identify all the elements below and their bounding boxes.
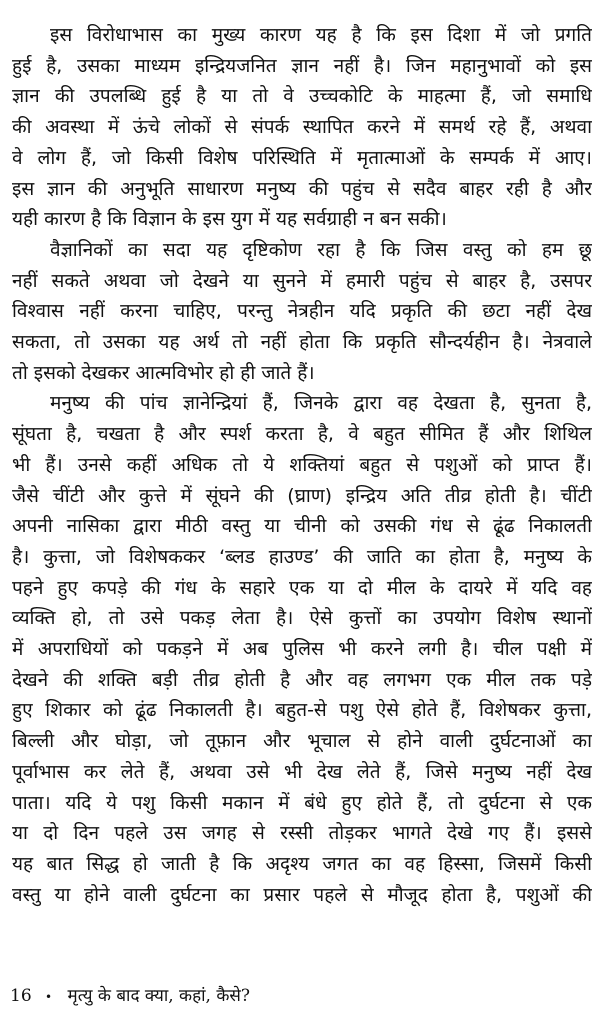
- text-line: वे लोग हैं, जो किसी विशेष परिस्थिति में मृतात्माओं के सम्पर्क में आए।: [12, 146, 592, 169]
- text-line: हुए शिकार को ढूंढ निकालती है। बहुत-से पशु ऐसे होते हैं, विशेषकर कुत्ता,: [12, 699, 592, 722]
- text-line: विश्वास नहीं करना चाहिए, परन्तु नेत्रहीन यदि प्रकृति की छटा नहीं देख: [12, 300, 592, 323]
- text-line: हुई है, उसका माध्यम इन्द्रियजनित ज्ञान नहीं है। जिन महानुभावों को इस: [12, 54, 592, 77]
- text-line: व्यक्ति हो, तो उसे पकड़ लेता है। ऐसे कुत्तों का उपयोग विशेष स्थानों: [12, 607, 592, 630]
- page-number: 16: [10, 986, 32, 1006]
- text-line: या दो दिन पहले उस जगह से रस्सी तोड़कर भागते देखे गए हैं। इससे: [12, 822, 592, 845]
- text-line: वैज्ञानिकों का सदा यह दृष्टिकोण रहा है कि जिस वस्तु को हम छू: [50, 238, 592, 261]
- text-line: यही कारण है कि विज्ञान के इस युग में यह सर्वग्राही न बन सकी।: [12, 208, 447, 231]
- text-line: अपनी नासिका द्वारा मीठी वस्तु या चीनी को उसकी गंध से ढूंढ निकालती: [12, 515, 592, 538]
- text-line: भी हैं। उनसे कहीं अधिक तो ये शक्तियां बहुत से पशुओं को प्राप्त हैं।: [12, 453, 592, 476]
- text-line: सकता, तो उसका यह अर्थ तो नहीं होता कि प्रकृति सौन्दर्यहीन है। नेत्रवाले: [12, 331, 592, 354]
- page-footer: [10, 984, 250, 1009]
- text-line: ज्ञान की उपलब्धि हुई है या तो वे उच्चकोटि के माहत्मा हैं, जो समाधि: [12, 85, 592, 108]
- text-line: है। कुत्ता, जो विशेषककर ‘ब्लड हाउण्ड’ की जाति का होता है, मनुष्य के: [12, 545, 592, 568]
- text-line: नहीं सकते अथवा जो देखने या सुनने में हमारी पहुंच से बाहर है, उसपर: [12, 269, 592, 292]
- text-line: देखने की शक्ति बड़ी तीव्र होती है और वह लगभग एक मील तक पड़े: [12, 668, 592, 691]
- body-text: [12, 20, 592, 910]
- text-line: वस्तु या होने वाली दुर्घटना का प्रसार पहले से मौजूद होता है, पशुओं की: [12, 883, 592, 906]
- text-line: पूर्वाभास कर लेते हैं, अथवा उसे भी देख लेते हैं, जिसे मनुष्य नहीं देख: [12, 760, 592, 783]
- text-line: तो इसको देखकर आत्मविभोर हो ही जाते हैं।: [12, 361, 315, 384]
- text-line: बिल्ली और घोड़ा, जो तूफ़ान और भूचाल से होने वाली दुर्घटनाओं का: [12, 730, 592, 753]
- paragraph-2: [12, 235, 592, 389]
- text-line: मनुष्य की पांच ज्ञानेन्द्रियां हैं, जिनके द्वारा वह देखता है, सुनता है,: [50, 392, 592, 415]
- book-title: मृत्यु के बाद क्या, कहां, कैसे?: [67, 986, 251, 1006]
- text-line: में अपराधियों को पकड़ने में अब पुलिस भी करने लगी है। चील पक्षी में: [12, 638, 592, 661]
- text-line: जैसे चींटी और कुत्ते में सूंघने की (घ्राण) इन्द्रिय अति तीव्र होती है। चींटी: [12, 484, 592, 507]
- text-line: पहने हुए कपड़े की गंध के सहारे एक या दो मील के दायरे में यदि वह: [12, 576, 592, 599]
- paragraph-3: [12, 388, 592, 910]
- text-line: पाता। यदि ये पशु किसी मकान में बंधे हुए होते हैं, तो दुर्घटना से एक: [12, 791, 592, 814]
- paragraph-1: [12, 20, 592, 235]
- bullet-icon: •: [45, 989, 53, 1004]
- text-line: यह बात सिद्ध हो जाती है कि अदृश्य जगत का वह हिस्सा, जिसमें किसी: [12, 852, 592, 875]
- text-line: सूंघता है, चखता है और स्पर्श करता है, वे बहुत सीमित हैं और शिथिल: [12, 423, 592, 446]
- text-line: इस विरोधाभास का मुख्य कारण यह है कि इस दिशा में जो प्रगति: [50, 24, 592, 46]
- text-line: की अवस्था में ऊंचे लोकों से संपर्क स्थापित करने में समर्थ रहे हैं, अथवा: [12, 116, 592, 139]
- text-line: इस ज्ञान की अनुभूति साधारण मनुष्य की पहुंच से सदैव बाहर रही है और: [12, 177, 592, 200]
